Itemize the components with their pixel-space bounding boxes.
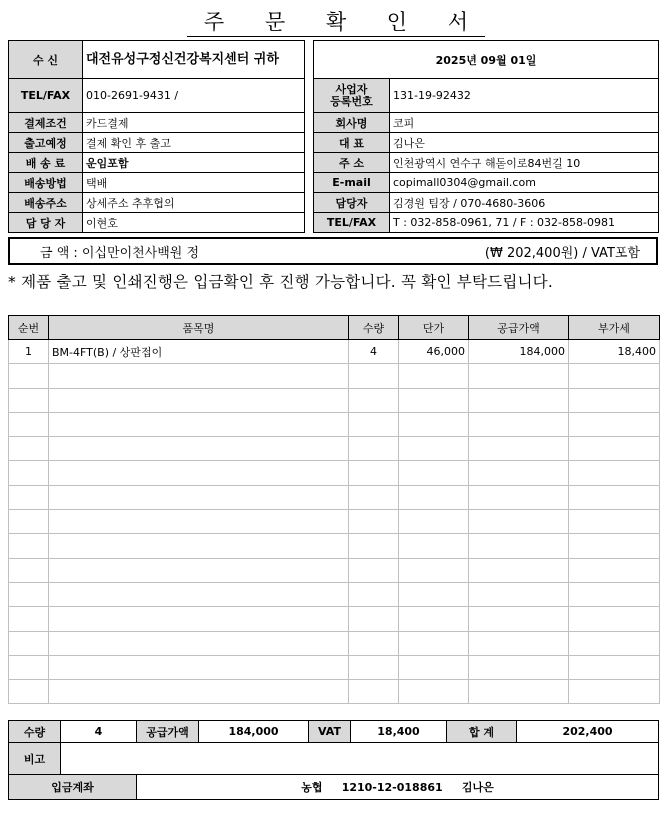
empty-cell — [469, 388, 569, 412]
email-label: E-mail — [314, 173, 390, 193]
empty-cell — [9, 534, 49, 558]
empty-cell — [9, 655, 49, 679]
empty-cell — [49, 388, 349, 412]
method-value: 택배 — [83, 173, 305, 193]
empty-cell — [49, 412, 349, 436]
empty-cell — [569, 680, 660, 704]
items-table — [8, 315, 660, 704]
empty-row — [9, 388, 660, 412]
empty-cell — [569, 655, 660, 679]
supplier-info-table — [313, 40, 659, 233]
contact-value: 김경원 팀장 / 070-4680-3606 — [390, 193, 659, 213]
company-value: 코피 — [390, 113, 659, 133]
empty-cell — [399, 412, 469, 436]
vat-label: VAT — [309, 721, 351, 743]
empty-cell — [349, 631, 399, 655]
empty-cell — [49, 680, 349, 704]
empty-cell — [469, 412, 569, 436]
recipient-label: 수 신 — [9, 41, 83, 79]
col-header-vat: 부가세 — [569, 316, 660, 340]
regno-label: 사업자 등록번호 — [314, 79, 390, 113]
empty-cell — [399, 680, 469, 704]
empty-cell — [399, 437, 469, 461]
supply-value: 184,000 — [199, 721, 309, 743]
addr-label: 주 소 — [314, 153, 390, 173]
recipient-value: 대전유성구정신건강복지센터 귀하 — [83, 41, 305, 79]
qty-value: 4 — [61, 721, 137, 743]
manager-value: 이현호 — [83, 213, 305, 233]
empty-cell — [9, 510, 49, 534]
empty-cell — [469, 437, 569, 461]
amount-value: (₩ 202,400원) / VAT포함 — [484, 245, 640, 261]
empty-cell — [399, 534, 469, 558]
empty-cell — [49, 510, 349, 534]
tel-value: 010-2691-9431 / — [83, 79, 305, 113]
empty-row — [9, 582, 660, 606]
empty-cell — [469, 485, 569, 509]
empty-cell — [469, 680, 569, 704]
address-label: 배송주소 — [9, 193, 83, 213]
empty-row — [9, 437, 660, 461]
empty-cell — [49, 461, 349, 485]
ceo-value: 김나은 — [390, 133, 659, 153]
row-vat: 18,400 — [569, 340, 660, 364]
amount-box — [8, 237, 658, 265]
empty-cell — [569, 388, 660, 412]
empty-cell — [9, 364, 49, 388]
empty-cell — [349, 655, 399, 679]
empty-cell — [49, 534, 349, 558]
empty-cell — [349, 485, 399, 509]
empty-row — [9, 461, 660, 485]
empty-cell — [399, 582, 469, 606]
empty-cell — [349, 461, 399, 485]
supply-label: 공급가액 — [137, 721, 199, 743]
note-label: 비고 — [9, 743, 61, 775]
email-value: copimall0304@gmail.com — [390, 173, 659, 193]
empty-cell — [399, 485, 469, 509]
address-value: 상세주소 추후협의 — [83, 193, 305, 213]
empty-cell — [569, 582, 660, 606]
empty-row — [9, 364, 660, 388]
document-title: 주 문 확 인 서 — [0, 6, 672, 36]
summary-table — [8, 720, 659, 800]
payment-value: 카드결제 — [83, 113, 305, 133]
contact-label: 담당자 — [314, 193, 390, 213]
telfax-value: T : 032-858-0961, 71 / F : 032-858-0981 — [390, 213, 659, 233]
empty-cell — [49, 607, 349, 631]
empty-cell — [49, 485, 349, 509]
regno-value: 131-19-92432 — [390, 79, 659, 113]
empty-row — [9, 485, 660, 509]
empty-cell — [569, 607, 660, 631]
col-header-item: 품목명 — [49, 316, 349, 340]
empty-cell — [469, 631, 569, 655]
empty-cell — [569, 510, 660, 534]
amount-words: 금 액 : 이십만이천사백원 정 — [40, 245, 200, 261]
empty-cell — [399, 631, 469, 655]
empty-cell — [469, 534, 569, 558]
account-value: 농협 1210-12-018861 김나은 — [137, 775, 659, 800]
empty-cell — [9, 388, 49, 412]
empty-cell — [399, 655, 469, 679]
recipient-info-table — [8, 40, 305, 233]
empty-cell — [49, 582, 349, 606]
empty-cell — [49, 364, 349, 388]
empty-cell — [9, 607, 49, 631]
empty-cell — [469, 655, 569, 679]
empty-cell — [349, 388, 399, 412]
col-header-supply: 공급가액 — [469, 316, 569, 340]
empty-cell — [569, 558, 660, 582]
empty-cell — [349, 437, 399, 461]
empty-cell — [9, 582, 49, 606]
empty-cell — [349, 412, 399, 436]
empty-cell — [399, 461, 469, 485]
empty-row — [9, 680, 660, 704]
empty-cell — [49, 558, 349, 582]
empty-cell — [49, 655, 349, 679]
empty-cell — [469, 607, 569, 631]
total-label: 합 계 — [447, 721, 517, 743]
row-qty: 4 — [349, 340, 399, 364]
empty-cell — [569, 631, 660, 655]
empty-cell — [569, 412, 660, 436]
release-label: 출고예정 — [9, 133, 83, 153]
empty-row — [9, 607, 660, 631]
empty-cell — [9, 437, 49, 461]
empty-row — [9, 558, 660, 582]
total-value: 202,400 — [517, 721, 659, 743]
empty-cell — [9, 461, 49, 485]
qty-label: 수량 — [9, 721, 61, 743]
shipping-fee-label: 배 송 료 — [9, 153, 83, 173]
empty-cell — [469, 461, 569, 485]
empty-cell — [49, 437, 349, 461]
row-item: BM-4FT(B) / 상판접이 — [49, 340, 349, 364]
telfax-label: TEL/FAX — [314, 213, 390, 233]
company-label: 회사명 — [314, 113, 390, 133]
empty-cell — [349, 364, 399, 388]
empty-cell — [349, 582, 399, 606]
note-value — [61, 743, 659, 775]
account-label: 입금계좌 — [9, 775, 137, 800]
ceo-label: 대 표 — [314, 133, 390, 153]
empty-cell — [399, 510, 469, 534]
addr-value: 인천광역시 연수구 해돋이로84번길 10 — [390, 153, 659, 173]
empty-cell — [9, 631, 49, 655]
vat-value: 18,400 — [351, 721, 447, 743]
empty-cell — [349, 558, 399, 582]
empty-cell — [569, 534, 660, 558]
empty-cell — [9, 680, 49, 704]
empty-cell — [469, 510, 569, 534]
method-label: 배송방법 — [9, 173, 83, 193]
empty-cell — [349, 534, 399, 558]
empty-cell — [399, 388, 469, 412]
empty-row — [9, 631, 660, 655]
empty-cell — [399, 364, 469, 388]
empty-cell — [569, 437, 660, 461]
row-supply: 184,000 — [469, 340, 569, 364]
empty-row — [9, 412, 660, 436]
col-header-no: 순번 — [9, 316, 49, 340]
empty-row — [9, 510, 660, 534]
manager-label: 담 당 자 — [9, 213, 83, 233]
empty-cell — [399, 558, 469, 582]
empty-cell — [9, 412, 49, 436]
empty-cell — [569, 485, 660, 509]
row-price: 46,000 — [399, 340, 469, 364]
empty-cell — [399, 607, 469, 631]
empty-cell — [469, 558, 569, 582]
empty-cell — [469, 582, 569, 606]
release-value: 결제 확인 후 출고 — [83, 133, 305, 153]
empty-cell — [9, 558, 49, 582]
tel-label: TEL/FAX — [9, 79, 83, 113]
table-row — [9, 340, 660, 364]
empty-cell — [469, 364, 569, 388]
notice-text: * 제품 출고 및 인쇄진행은 입금확인 후 진행 가능합니다. 꼭 확인 부탁드립니다. — [8, 273, 553, 291]
row-no: 1 — [9, 340, 49, 364]
col-header-qty: 수량 — [349, 316, 399, 340]
shipping-fee-value: 운임포함 — [83, 153, 305, 173]
empty-row — [9, 655, 660, 679]
empty-cell — [349, 510, 399, 534]
empty-cell — [349, 607, 399, 631]
empty-row — [9, 534, 660, 558]
empty-cell — [49, 631, 349, 655]
payment-label: 결제조건 — [9, 113, 83, 133]
order-date: 2025년 09월 01일 — [314, 41, 659, 79]
empty-cell — [349, 680, 399, 704]
empty-cell — [9, 485, 49, 509]
empty-cell — [569, 364, 660, 388]
empty-cell — [569, 461, 660, 485]
col-header-price: 단가 — [399, 316, 469, 340]
